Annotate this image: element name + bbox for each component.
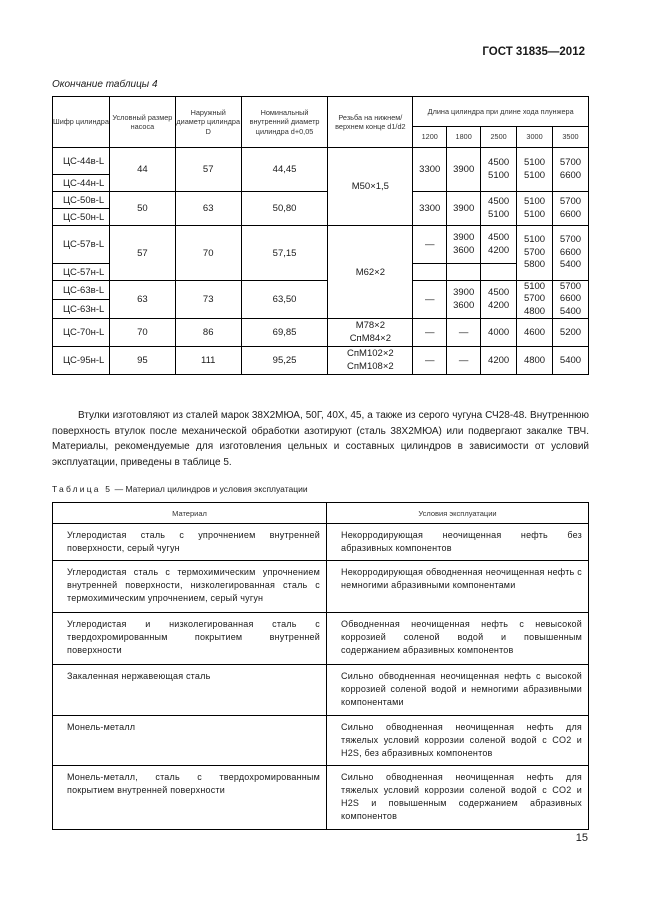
length-cell: 3900 xyxy=(447,148,481,192)
size-cell: 50 xyxy=(109,192,175,226)
thread-cell: M62×2 xyxy=(328,226,413,319)
size-cell: 70 xyxy=(109,319,175,347)
length-cell: 4500 4200 xyxy=(481,226,517,264)
length-cell: 5700 6600 5400 xyxy=(552,281,588,319)
length-cell: — xyxy=(413,347,447,375)
length-cell: 3900 3600 xyxy=(447,226,481,264)
col-material: Материал xyxy=(53,503,327,524)
length-cell: 5100 5100 xyxy=(517,192,553,226)
outer-cell: 111 xyxy=(175,347,241,375)
length-cell: 3300 xyxy=(413,192,447,226)
size-cell: 95 xyxy=(109,347,175,375)
material-cell: Углеродистая сталь с упрочнением внутренней поверхности, серый чугун xyxy=(53,524,327,561)
length-cell: — xyxy=(447,319,481,347)
length-cell: — xyxy=(413,319,447,347)
empty-cell xyxy=(447,264,481,281)
conditions-cell: Сильно обводненная неочищенная нефть с высокой коррозией соленой водой и немногими абразивными компонентами xyxy=(327,665,589,716)
inner-cell: 63,50 xyxy=(241,281,328,319)
length-cell: 4600 xyxy=(517,319,553,347)
cipher-cell: ЦС-70н-L xyxy=(53,319,110,347)
size-cell: 63 xyxy=(109,281,175,319)
inner-cell: 69,85 xyxy=(241,319,328,347)
conditions-cell: Сильно обводненная неочищенная нефть для тяжелых условий коррозии соленой водой с CO2 и H2S и повышенным содержанием абразивных компонентов xyxy=(327,766,589,830)
length-cell: 4500 4200 xyxy=(481,281,517,319)
conditions-cell: Некорродирующая обводненная неочищенная нефть с немногими абразивными компонентами xyxy=(327,561,589,613)
page-number: 15 xyxy=(575,832,588,844)
length-cell: 4800 xyxy=(517,347,553,375)
conditions-cell: Обводненная неочищенная нефть с невысокой коррозией соленой водой и повышенным содержанием абразивных компонентов xyxy=(327,613,589,665)
col-length: 1800 xyxy=(447,127,481,148)
length-cell: 3900 xyxy=(447,192,481,226)
empty-cell xyxy=(413,264,447,281)
thread-cell: M50×1,5 xyxy=(328,148,413,226)
length-cell: 4200 xyxy=(481,347,517,375)
material-cell: Закаленная нержавеющая сталь xyxy=(53,665,327,716)
cipher-cell: ЦС-95н-L xyxy=(53,347,110,375)
size-cell: 57 xyxy=(109,226,175,281)
inner-cell: 50,80 xyxy=(241,192,328,226)
table5-caption-label: Таблица 5 xyxy=(52,484,113,494)
length-cell: 5700 6600 xyxy=(552,192,588,226)
cipher-cell: ЦС-63в-L xyxy=(53,281,110,300)
cipher-cell: ЦС-50н-L xyxy=(53,209,110,226)
cipher-cell: ЦС-44в-L xyxy=(53,148,110,175)
length-cell: 5100 5700 4800 xyxy=(517,281,553,319)
length-cell: 5100 5700 5800 xyxy=(517,226,553,281)
cipher-cell: ЦС-63н-L xyxy=(53,300,110,319)
outer-cell: 70 xyxy=(175,226,241,281)
standard-header: ГОСТ 31835—2012 xyxy=(482,46,585,58)
outer-cell: 63 xyxy=(175,192,241,226)
outer-cell: 86 xyxy=(175,319,241,347)
col-inner-diam: Номинальный внутренний диаметр цилиндра d+0,05 xyxy=(241,97,328,148)
material-cell: Монель-металл, сталь с твердохромированным покрытием внутренней поверхности xyxy=(53,766,327,830)
col-length: 2500 xyxy=(481,127,517,148)
length-cell: 5700 6600 xyxy=(552,148,588,192)
col-thread: Резьба на нижнем/верхнем конце d1/d2 xyxy=(328,97,413,148)
inner-cell: 95,25 xyxy=(241,347,328,375)
outer-cell: 57 xyxy=(175,148,241,192)
thread-cell: СпМ102×2 СпМ108×2 xyxy=(328,347,413,375)
outer-cell: 73 xyxy=(175,281,241,319)
length-cell: 5700 6600 5400 xyxy=(552,226,588,281)
length-cell: 4000 xyxy=(481,319,517,347)
cipher-cell: ЦС-50в-L xyxy=(53,192,110,209)
size-cell: 44 xyxy=(109,148,175,192)
inner-cell: 44,45 xyxy=(241,148,328,192)
cipher-cell: ЦС-57в-L xyxy=(53,226,110,264)
material-cell: Монель-металл xyxy=(53,716,327,766)
col-conditions: Условия эксплуатации xyxy=(327,503,589,524)
col-outer-diam: Наружный диаметр цилиндра D xyxy=(175,97,241,148)
length-cell: — xyxy=(413,226,447,264)
material-cell: Углеродистая и низколегированная сталь с твердохромированным покрытием внутренней поверхности xyxy=(53,613,327,665)
conditions-cell: Некорродирующая неочищенная нефть без абразивных компонентов xyxy=(327,524,589,561)
thread-cell: M78×2 СпМ84×2 xyxy=(328,319,413,347)
table-5 xyxy=(52,502,589,830)
col-nominal-size: Условный размер насоса xyxy=(109,97,175,148)
empty-cell xyxy=(481,264,517,281)
length-cell: 5200 xyxy=(552,319,588,347)
inner-cell: 57,15 xyxy=(241,226,328,281)
table4-caption: Окончание таблицы 4 xyxy=(52,79,158,90)
length-cell: 4500 5100 xyxy=(481,192,517,226)
length-cell: 5400 xyxy=(552,347,588,375)
table5-caption xyxy=(52,484,308,494)
cipher-cell: ЦС-44н-L xyxy=(53,175,110,192)
col-cipher: Шифр цилиндра xyxy=(53,97,110,148)
cipher-cell: ЦС-57н-L xyxy=(53,264,110,281)
length-cell: 3900 3600 xyxy=(447,281,481,319)
col-length: 3000 xyxy=(517,127,553,148)
body-paragraph: Втулки изготовляют из сталей марок 38Х2МЮА, 50Г, 40Х, 45, а также из серого чугуна СЧ28-48. Внутреннюю поверхность втулок после механической обработки азотируют (сталь 38Х2МЮА) или подвергают закалке ТВЧ. Материалы, рекомендуемые для изготовления цельных и составных цилиндров в зависимости от условий эксплуатации, приведены в таблице 5. xyxy=(52,410,589,468)
col-length: 3500 xyxy=(552,127,588,148)
col-length-group: Длина цилиндра при длине хода плунжера xyxy=(413,97,589,127)
length-cell: 4500 5100 xyxy=(481,148,517,192)
length-cell: — xyxy=(447,347,481,375)
conditions-cell: Сильно обводненная неочищенная нефть для тяжелых условий коррозии соленой водой с CO2 и H2S, без абразивных компонентов xyxy=(327,716,589,766)
material-cell: Углеродистая сталь с термохимическим упрочнением внутренней поверхности, низколегированная сталь с термохимическим упрочнением, серый чугун xyxy=(53,561,327,613)
table-4 xyxy=(52,96,589,375)
length-cell: — xyxy=(413,281,447,319)
length-cell: 5100 5100 xyxy=(517,148,553,192)
length-cell: 3300 xyxy=(413,148,447,192)
col-length: 1200 xyxy=(413,127,447,148)
table5-caption-text: — Материал цилиндров и условия эксплуатации xyxy=(114,484,308,494)
